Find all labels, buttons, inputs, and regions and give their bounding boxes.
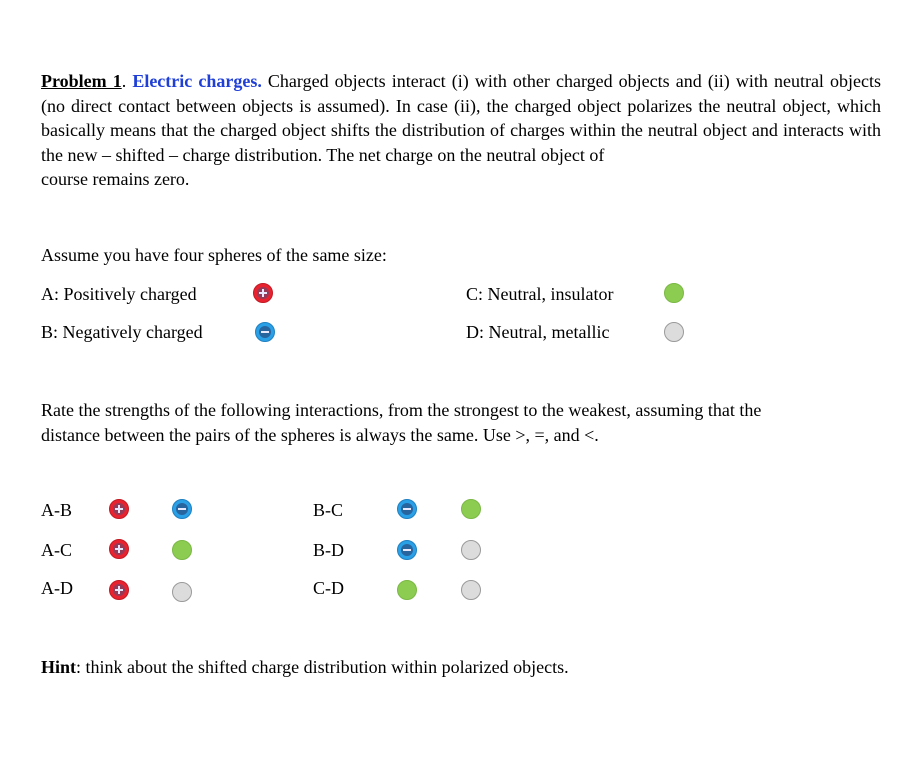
negative-sphere-icon — [397, 540, 417, 560]
sphere-b-label: B: Negatively charged — [41, 322, 203, 342]
positive-sphere-icon — [109, 580, 129, 600]
problem-paragraph — [41, 69, 881, 192]
problem-title-punct: . — [121, 71, 127, 91]
problem-body: Charged objects interact (i) with other charged objects and (ii) with neutral objects (no direct contact between objects is assumed). In case (ii), the charged object polarizes the neutral object, which basically means that the charged object shifts the distribution of charges within the neutral object and interacts with the new – shifted – charge distribution. The net charge on the neutral object of — [41, 71, 881, 165]
pair-label-a-c: A-C — [41, 540, 72, 560]
negative-sphere-icon — [397, 499, 417, 519]
positive-sphere-icon — [109, 499, 129, 519]
spheres-intro: Assume you have four spheres of the same size: — [41, 245, 387, 265]
neutral-metallic-sphere-icon — [461, 580, 481, 600]
neutral-metallic-sphere-icon — [461, 540, 481, 560]
sphere-d-label: D: Neutral, metallic — [466, 322, 610, 342]
positive-sphere-icon — [109, 539, 129, 559]
pair-label-b-c: B-C — [313, 500, 344, 520]
instruction-line-1: Rate the strengths of the following interactions, from the strongest to the weakest, assuming that the — [41, 400, 762, 420]
sphere-c-label: C: Neutral, insulator — [466, 284, 614, 304]
hint-line — [41, 657, 569, 678]
problem-title: Problem 1 — [41, 71, 122, 91]
neutral-insulator-sphere-icon — [397, 580, 417, 600]
hint-text: : think about the shifted charge distribution within polarized objects. — [76, 657, 569, 677]
problem-subtitle: Electric charges. — [132, 71, 262, 91]
pair-label-c-d: C-D — [313, 578, 344, 598]
pair-label-a-b: A-B — [41, 500, 72, 520]
neutral-metallic-sphere-icon — [664, 322, 684, 342]
negative-sphere-icon — [255, 322, 275, 342]
hint-label: Hint — [41, 657, 77, 677]
positive-sphere-icon — [253, 283, 273, 303]
negative-sphere-icon — [172, 499, 192, 519]
sphere-a-label: A: Positively charged — [41, 284, 197, 304]
neutral-insulator-sphere-icon — [172, 540, 192, 560]
problem-body-last-line: course remains zero. — [41, 169, 190, 189]
neutral-metallic-sphere-icon — [172, 582, 192, 602]
neutral-insulator-sphere-icon — [664, 283, 684, 303]
pair-label-a-d: A-D — [41, 578, 73, 598]
pair-label-b-d: B-D — [313, 540, 344, 560]
instruction-line-2: distance between the pairs of the spheres is always the same. Use >, =, and <. — [41, 425, 599, 445]
neutral-insulator-sphere-icon — [461, 499, 481, 519]
